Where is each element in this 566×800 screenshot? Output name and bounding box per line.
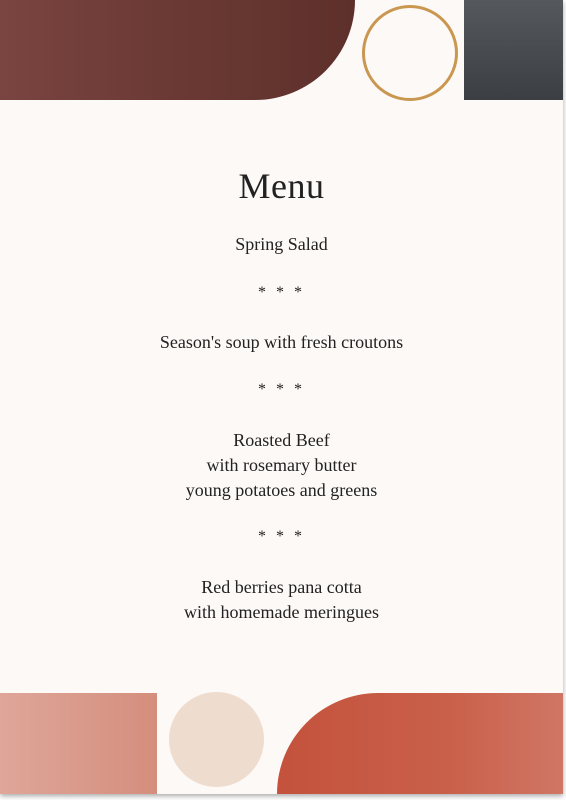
course-2-line-1: Season's soup with fresh croutons	[159, 332, 404, 352]
bottom-sand-circle	[169, 692, 264, 787]
course-3-line-1: Roasted Beef	[233, 430, 330, 450]
top-right-slate-block	[464, 0, 563, 100]
separator-2: * * *	[258, 381, 305, 398]
top-left-burgundy-shape	[0, 0, 355, 100]
course-3-line-2: with rosemary butter	[206, 455, 357, 475]
bottom-right-terracotta-shape	[277, 693, 563, 794]
gold-ring-decoration	[362, 5, 458, 101]
bottom-left-blush-block	[0, 693, 157, 794]
menu-title: Menu	[238, 166, 325, 206]
course-4-line-2: with homemade meringues	[184, 602, 379, 622]
separator-3: * * *	[258, 528, 305, 545]
course-3-line-3: young potatoes and greens	[185, 480, 378, 500]
course-4-line-1: Red berries pana cotta	[201, 577, 362, 597]
separator-1: * * *	[258, 284, 305, 301]
course-1-line-1: Spring Salad	[235, 234, 328, 254]
